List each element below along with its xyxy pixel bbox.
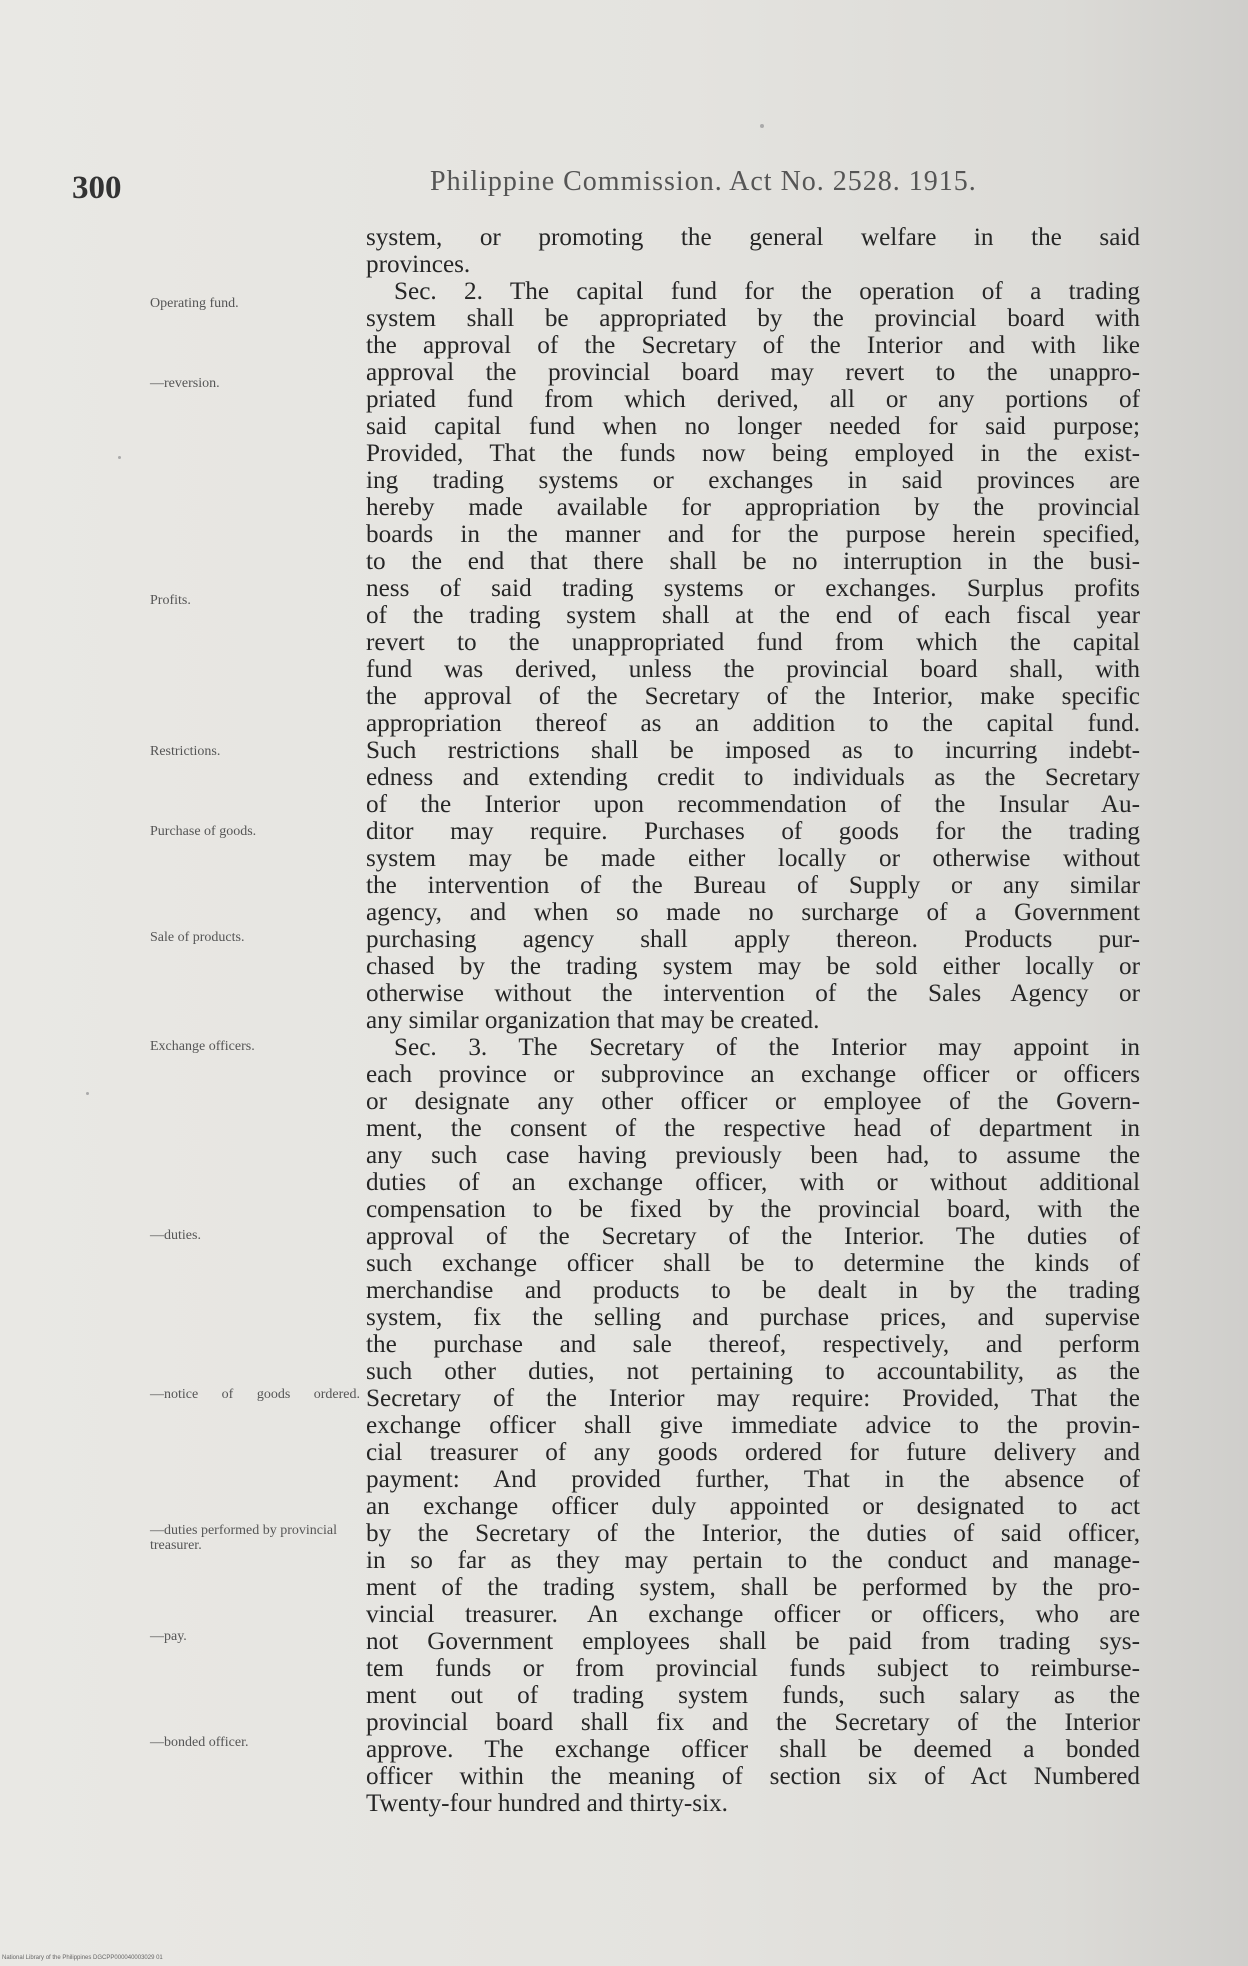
text-line: to the end that there shall be no interruption in the busi-: [366, 548, 1140, 575]
margin-note-purchase-of-goods: Purchase of goods.: [150, 824, 257, 839]
text-line: merchandise and products to be dealt in by the trading: [366, 1277, 1140, 1304]
text-line: the intervention of the Bureau of Supply or any similar: [366, 872, 1140, 899]
text-line: purchasing agency shall apply thereon. Products pur-: [366, 926, 1140, 953]
margin-note-bonded-officer: —bonded officer.: [150, 1735, 249, 1750]
text-line: payment: And provided further, That in the absence of: [366, 1466, 1140, 1493]
text-line: hereby made available for appropriation by the provincial: [366, 494, 1140, 521]
text-line: provincial board shall fix and the Secretary of the Interior: [366, 1709, 1140, 1736]
text-line: of the trading system shall at the end of each fiscal year: [366, 602, 1140, 629]
margin-note-operating-fund: Operating fund.: [150, 296, 239, 311]
text-line: approval of the Secretary of the Interior. The duties of: [366, 1223, 1140, 1250]
text-line: appropriation thereof as an addition to the capital fund.: [366, 710, 1140, 737]
text-line: ment out of trading system funds, such salary as the: [366, 1682, 1140, 1709]
text-line: system may be made either locally or otherwise without: [366, 845, 1140, 872]
text-line: the approval of the Secretary of the Interior, make specific: [366, 683, 1140, 710]
text-line: Secretary of the Interior may require: Provided, That the: [366, 1385, 1140, 1412]
text-line: compensation to be fixed by the provincial board, with the: [366, 1196, 1140, 1223]
text-line: ness of said trading systems or exchanges. Surplus profits: [366, 575, 1140, 602]
text-line: Sec. 2. The capital fund for the operation of a trading: [394, 278, 1140, 305]
text-line: an exchange officer duly appointed or designated to act: [366, 1493, 1140, 1520]
text-line: system shall be appropriated by the provincial board with: [366, 305, 1140, 332]
text-line: the approval of the Secretary of the Interior and with like: [366, 332, 1140, 359]
margin-note-duties: —duties.: [150, 1228, 201, 1243]
text-line: system, or promoting the general welfare in the said: [366, 224, 1140, 251]
paper-speck: [86, 1092, 89, 1095]
text-line: system, fix the selling and purchase prices, and supervise: [366, 1304, 1140, 1331]
text-line: cial treasurer of any goods ordered for future delivery and: [366, 1439, 1140, 1466]
margin-note-sale-of-products: Sale of products.: [150, 930, 245, 945]
margin-note-pay: —pay.: [150, 1629, 187, 1644]
footer-credit: National Library of the Philippines DGCPP000040003029 01: [2, 1955, 163, 1961]
text-line: not Government employees shall be paid from trading sys-: [366, 1628, 1140, 1655]
text-line: said capital fund when no longer needed for said purpose;: [366, 413, 1140, 440]
text-line: agency, and when so made no surcharge of a Government: [366, 899, 1140, 926]
text-line: by the Secretary of the Interior, the duties of said officer,: [366, 1520, 1140, 1547]
text-line: any similar organization that may be created.: [366, 1007, 820, 1034]
margin-note-reversion: —reversion.: [150, 376, 220, 391]
text-line: Sec. 3. The Secretary of the Interior may appoint in: [394, 1034, 1140, 1061]
text-line: such other duties, not pertaining to accountability, as the: [366, 1358, 1140, 1385]
text-line: ditor may require. Purchases of goods for the trading: [366, 818, 1140, 845]
text-line: Twenty-four hundred and thirty-six.: [366, 1790, 728, 1817]
text-line: approve. The exchange officer shall be deemed a bonded: [366, 1736, 1140, 1763]
margin-note-restrictions: Restrictions.: [150, 744, 221, 759]
text-line: ment of the trading system, shall be performed by the pro-: [366, 1574, 1140, 1601]
margin-note-profits: Profits.: [150, 593, 191, 608]
text-line: any such case having previously been had, to assume the: [366, 1142, 1140, 1169]
text-line: edness and extending credit to individuals as the Secretary: [366, 764, 1140, 791]
text-line: or designate any other officer or employee of the Govern-: [366, 1088, 1140, 1115]
text-line: priated fund from which derived, all or any portions of: [366, 386, 1140, 413]
text-line: in so far as they may pertain to the conduct and manage-: [366, 1547, 1140, 1574]
body-text: [366, 224, 1140, 1817]
margin-note-exchange-officers: Exchange officers.: [150, 1039, 255, 1054]
text-line: ment, the consent of the respective head of department in: [366, 1115, 1140, 1142]
running-head: Philippine Commission. Act No. 2528. 1915.: [430, 166, 977, 197]
text-line: ing trading systems or exchanges in said provinces are: [366, 467, 1140, 494]
margin-note-duties-provincial-treasurer: —duties performed by provincial treasurer.: [150, 1523, 338, 1553]
text-line: chased by the trading system may be sold either locally or: [366, 953, 1140, 980]
text-line: revert to the unappropriated fund from which the capital: [366, 629, 1140, 656]
text-line: each province or subprovince an exchange officer or officers: [366, 1061, 1140, 1088]
page-number: 300: [72, 170, 122, 206]
text-line: exchange officer shall give immediate advice to the provin-: [366, 1412, 1140, 1439]
text-line: approval the provincial board may revert to the unappro-: [366, 359, 1140, 386]
text-line: otherwise without the intervention of the Sales Agency or: [366, 980, 1140, 1007]
text-line: Provided, That the funds now being employed in the exist-: [366, 440, 1140, 467]
text-line: vincial treasurer. An exchange officer or officers, who are: [366, 1601, 1140, 1628]
margin-note-notice-of-goods-ordered: —notice of goods ordered.: [150, 1387, 360, 1402]
text-line: fund was derived, unless the provincial board shall, with: [366, 656, 1140, 683]
text-line: provinces.: [366, 251, 471, 278]
text-line: such exchange officer shall be to determine the kinds of: [366, 1250, 1140, 1277]
text-line: boards in the manner and for the purpose herein specified,: [366, 521, 1140, 548]
paper-speck: [760, 124, 764, 128]
text-line: the purchase and sale thereof, respectively, and perform: [366, 1331, 1140, 1358]
paper-speck: [118, 456, 121, 459]
text-line: officer within the meaning of section six of Act Numbered: [366, 1763, 1140, 1790]
text-line: tem funds or from provincial funds subject to reimburse-: [366, 1655, 1140, 1682]
text-line: duties of an exchange officer, with or without additional: [366, 1169, 1140, 1196]
text-line: of the Interior upon recommendation of the Insular Au-: [366, 791, 1140, 818]
text-line: Such restrictions shall be imposed as to incurring indebt-: [366, 737, 1140, 764]
